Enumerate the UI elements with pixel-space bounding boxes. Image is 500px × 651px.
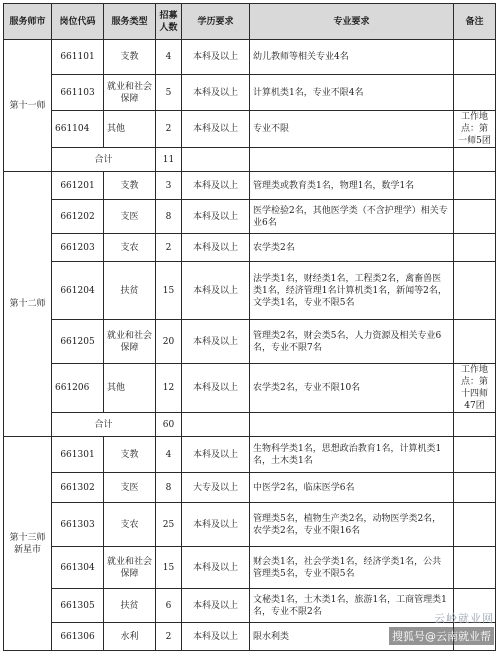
type-cell: 就业和社会保障 [104, 75, 156, 111]
note-cell [454, 234, 496, 262]
major-cell: 生物科学类1名，思想政治教育1名，计算机类1名，土木类1名 [250, 437, 454, 473]
count-cell: 3 [156, 172, 182, 200]
edu-cell: 本科及以上 [182, 111, 250, 148]
type-cell: 支农 [104, 234, 156, 262]
table-row [4, 234, 496, 262]
note-cell [454, 473, 496, 503]
col-header-major: 专业要求 [250, 4, 454, 40]
count-cell: 2 [156, 234, 182, 262]
header-row [4, 4, 496, 40]
empty-cell [182, 148, 250, 172]
city-cell: 第十三师新星市 [4, 437, 52, 651]
count-cell: 2 [156, 111, 182, 148]
type-cell: 扶贫 [104, 262, 156, 320]
count-cell: 20 [156, 320, 182, 364]
type-cell: 其他 [104, 364, 156, 413]
note-cell: 工作地点：第一师5团 [454, 111, 496, 148]
edu-cell: 本科及以上 [182, 262, 250, 320]
edu-cell: 本科及以上 [182, 623, 250, 651]
code-cell: 661301 [52, 437, 104, 473]
count-cell: 25 [156, 503, 182, 547]
code-cell: 661305 [52, 589, 104, 623]
major-cell: 中医学2名，临床医学6名 [250, 473, 454, 503]
major-cell: 限水利类 [250, 623, 454, 651]
count-cell: 12 [156, 364, 182, 413]
watermark-account: 搜狐号@云南就业帮 [389, 627, 494, 645]
code-cell: 661205 [52, 320, 104, 364]
count-cell: 15 [156, 262, 182, 320]
major-cell: 农学类2名 [250, 234, 454, 262]
col-header-note: 备注 [454, 4, 496, 40]
code-cell: 661306 [52, 623, 104, 651]
code-cell: 661104 [52, 111, 104, 148]
total-value: 60 [156, 413, 182, 437]
count-cell: 4 [156, 40, 182, 75]
table-row [4, 364, 496, 413]
code-cell: 661201 [52, 172, 104, 200]
table-row [4, 172, 496, 200]
count-cell: 8 [156, 200, 182, 234]
col-header-type: 服务类型 [104, 4, 156, 40]
note-cell [454, 320, 496, 364]
major-cell: 专业不限 [250, 111, 454, 148]
recruitment-table [3, 3, 496, 651]
code-cell: 661103 [52, 75, 104, 111]
code-cell: 661203 [52, 234, 104, 262]
count-cell: 4 [156, 437, 182, 473]
code-cell: 661304 [52, 547, 104, 589]
note-cell [454, 172, 496, 200]
major-cell: 管理类或教育类1名，物理1名，数学1名 [250, 172, 454, 200]
note-cell [454, 40, 496, 75]
note-cell: 工作地点：第十四师47团 [454, 364, 496, 413]
edu-cell: 本科及以上 [182, 40, 250, 75]
edu-cell: 本科及以上 [182, 172, 250, 200]
count-cell: 5 [156, 75, 182, 111]
major-cell: 计算机类1名，专业不限4名 [250, 75, 454, 111]
edu-cell: 本科及以上 [182, 234, 250, 262]
note-cell [454, 547, 496, 589]
table-row [4, 75, 496, 111]
col-header-count: 招募人数 [156, 4, 182, 40]
major-cell: 医学检验2名，其他医学类（不含护理学）相关专业6名 [250, 200, 454, 234]
code-cell: 661303 [52, 503, 104, 547]
type-cell: 支教 [104, 40, 156, 75]
major-cell: 农学类2名，专业不限10名 [250, 364, 454, 413]
edu-cell: 本科及以上 [182, 503, 250, 547]
city-cell: 第十一师 [4, 40, 52, 172]
major-cell: 文秘类1名，土木类1名，旅游1名，工商管理类1名，专业不限2名 [250, 589, 454, 623]
edu-cell: 本科及以上 [182, 437, 250, 473]
empty-cell [250, 413, 454, 437]
count-cell: 15 [156, 547, 182, 589]
watermark-site: 云岭就业网 [434, 612, 494, 625]
note-cell [454, 262, 496, 320]
major-cell: 管理类2名，财会类5名，人力资源及相关专业6名，专业不限7名 [250, 320, 454, 364]
type-cell: 就业和社会保障 [104, 547, 156, 589]
table-row [4, 262, 496, 320]
code-cell: 661204 [52, 262, 104, 320]
count-cell: 6 [156, 589, 182, 623]
note-cell [454, 503, 496, 547]
type-cell: 支教 [104, 437, 156, 473]
note-cell [454, 437, 496, 473]
code-cell: 661202 [52, 200, 104, 234]
major-cell: 财会类1名，社会学类1名，经济学类1名，公共管理类5名，专业不限5名 [250, 547, 454, 589]
type-cell: 水利 [104, 623, 156, 651]
empty-cell [250, 148, 454, 172]
watermark [389, 610, 494, 645]
empty-cell [454, 148, 496, 172]
type-cell: 支医 [104, 200, 156, 234]
type-cell: 支医 [104, 473, 156, 503]
code-cell: 661101 [52, 40, 104, 75]
count-cell: 2 [156, 623, 182, 651]
edu-cell: 本科及以上 [182, 547, 250, 589]
table-row [4, 40, 496, 75]
total-label: 合计 [52, 413, 156, 437]
table-row [4, 320, 496, 364]
total-row [4, 148, 496, 172]
table-row [4, 547, 496, 589]
table-row [4, 437, 496, 473]
table-row [4, 503, 496, 547]
empty-cell [454, 413, 496, 437]
table-row [4, 111, 496, 148]
edu-cell: 本科及以上 [182, 589, 250, 623]
type-cell: 其他 [104, 111, 156, 148]
code-cell: 661206 [52, 364, 104, 413]
edu-cell: 本科及以上 [182, 75, 250, 111]
major-cell: 管理类5名，植物生产类2名，动物医学类2名，农学类2名，专业不限16名 [250, 503, 454, 547]
col-header-code: 岗位代码 [52, 4, 104, 40]
col-header-education: 学历要求 [182, 4, 250, 40]
edu-cell: 本科及以上 [182, 364, 250, 413]
total-label: 合计 [52, 148, 156, 172]
type-cell: 支农 [104, 503, 156, 547]
code-cell: 661302 [52, 473, 104, 503]
total-value: 11 [156, 148, 182, 172]
type-cell: 就业和社会保障 [104, 320, 156, 364]
empty-cell [182, 413, 250, 437]
type-cell: 支教 [104, 172, 156, 200]
count-cell: 8 [156, 473, 182, 503]
note-cell [454, 200, 496, 234]
note-cell [454, 75, 496, 111]
table-row [4, 473, 496, 503]
edu-cell: 本科及以上 [182, 200, 250, 234]
table-row [4, 200, 496, 234]
type-cell: 扶贫 [104, 589, 156, 623]
edu-cell: 本科及以上 [182, 320, 250, 364]
total-row [4, 413, 496, 437]
city-cell: 第十二师 [4, 172, 52, 437]
edu-cell: 大专及以上 [182, 473, 250, 503]
col-header-city: 服务师市 [4, 4, 52, 40]
major-cell: 法学类1名，财经类1名，工程类2名，禽畜兽医类1名，经济管理1名计算机类1名，新闻等2名，文学类1名，专业不限5名 [250, 262, 454, 320]
major-cell: 幼儿教师等相关专业4名 [250, 40, 454, 75]
